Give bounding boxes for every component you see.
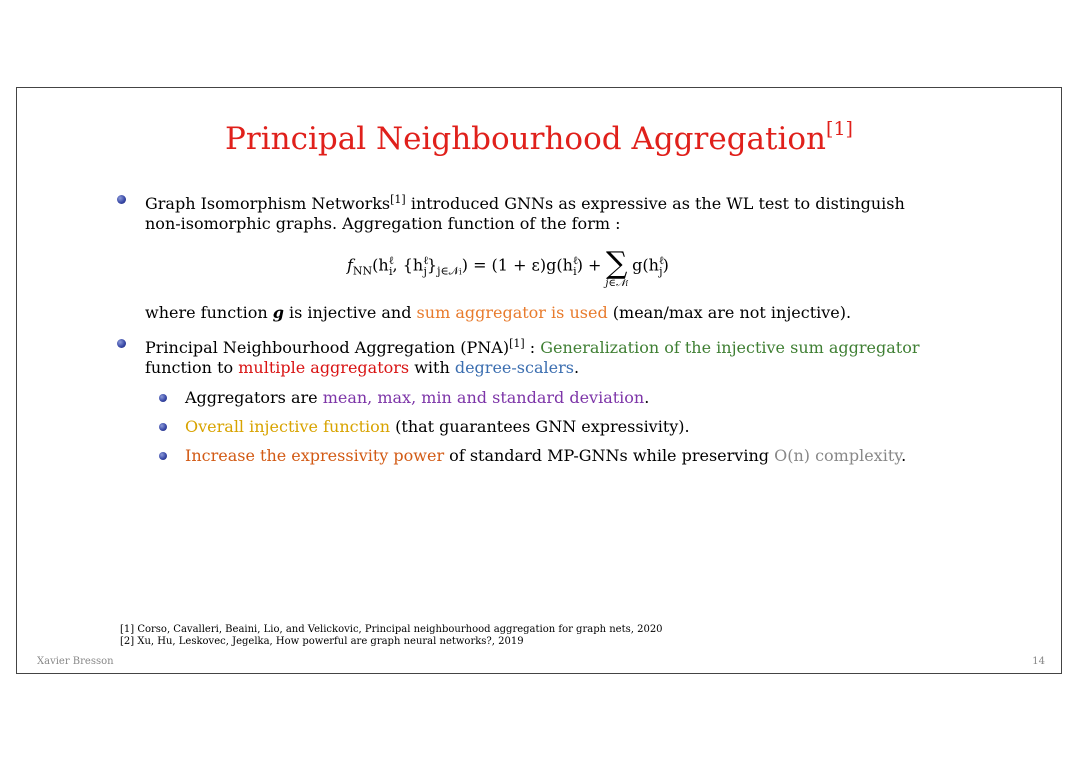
- footer-author: Xavier Bresson: [37, 656, 114, 667]
- bullet2-line2: function to multiple aggregators with degree-scalers.: [145, 358, 580, 377]
- slide-content: [17, 88, 1061, 673]
- title-text: Principal Neighbourhood Aggregation: [225, 121, 827, 157]
- bullet1-line2: non-isomorphic graphs. Aggregation function of the form :: [145, 214, 621, 233]
- sum-symbol: ∑ j∈𝒩i: [605, 246, 629, 289]
- bullet-icon: [117, 339, 126, 348]
- sub-bullet-icon: [159, 394, 167, 402]
- footer-page-number: 14: [1032, 656, 1045, 667]
- bullet-icon: [117, 195, 126, 204]
- references: [120, 624, 663, 648]
- sub-bullet-icon: [159, 452, 167, 460]
- sub-bullet-aggregators: Aggregators are mean, max, min and standard deviation.: [185, 388, 650, 407]
- sub-bullet-injective: Overall injective function (that guarantees GNN expressivity).: [185, 417, 690, 436]
- bullet1-line3: where function g is injective and sum aggregator is used (mean/max are not injective).: [145, 303, 852, 322]
- title-citation: [1]: [826, 118, 853, 140]
- reference-item: [1] Corso, Cavalleri, Beaini, Lio, and Velickovic, Principal neighbourhood aggregation for graph nets, 2020: [120, 624, 663, 635]
- gin-formula: $f_{NN}(h^\ell_i$, $\{h^\ell_j\}_{j\in 𝒩i}) = (1 + \varepsilon)g(h^\ell_i)$ + ∑ j∈𝒩i $g(h^\ell_j)$: [347, 246, 669, 289]
- bullet1-line1: Graph Isomorphism Networks[1] introduced GNNs as expressive as the WL test to distinguish: [145, 193, 905, 213]
- slide: [16, 87, 1062, 674]
- bullet2-line1: Principal Neighbourhood Aggregation (PNA)[1] : Generalization of the injective sum aggregator: [145, 337, 920, 357]
- reference-item: [2] Xu, Hu, Leskovec, Jegelka, How powerful are graph neural networks?, 2019: [120, 636, 524, 647]
- sub-bullet-expressivity: Increase the expressivity power of standard MP-GNNs while preserving O(n) complexity.: [185, 446, 907, 465]
- sub-bullet-icon: [159, 423, 167, 431]
